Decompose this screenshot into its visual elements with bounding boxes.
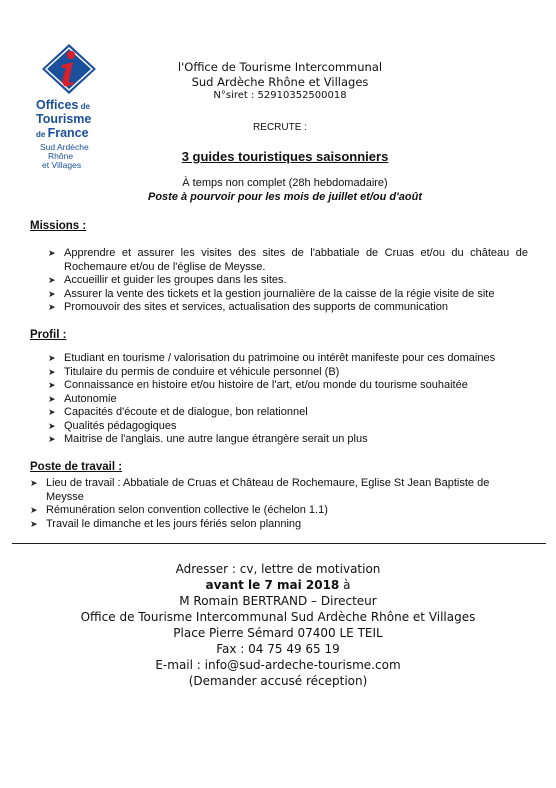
siret-number: N°siret : 52910352500018	[213, 90, 347, 101]
list-item: ➤ Maitrise de l'anglais. une autre langue étrangère serait un plus	[48, 433, 368, 445]
list-item: ➤ Travail le dimanche et les jours fériés selon planning	[30, 517, 302, 530]
deadline: avant le 7 mai 2018 à	[205, 578, 351, 592]
arrow-icon: ➤	[48, 366, 56, 377]
profil-list	[48, 352, 538, 447]
arrow-icon: ➤	[48, 420, 56, 431]
arrow-icon: ➤	[30, 505, 38, 515]
missions-list	[48, 247, 528, 315]
org-name-line2: Sud Ardèche Rhône et Villages	[191, 75, 369, 89]
list-item: ➤ Qualités pédagogiques	[48, 419, 177, 432]
arrow-icon: ➤	[48, 393, 56, 404]
logo-subtitle: Sud Ardèche Rhône et Villages	[40, 142, 89, 170]
arrow-icon: ➤	[48, 288, 56, 299]
contact-fax: Fax : 04 75 49 65 19	[216, 642, 340, 656]
arrow-icon: ➤	[48, 353, 56, 363]
list-item: ➤ Autonomie	[48, 392, 117, 405]
arrow-icon: ➤	[48, 302, 56, 312]
org-name-line1: l'Office de Tourisme Intercommunal	[177, 60, 383, 74]
poste-list	[30, 477, 510, 531]
missions-heading: Missions :	[30, 220, 87, 232]
poste-heading: Poste de travail :	[30, 461, 123, 473]
contact-address: Place Pierre Sémard 07400 LE TEIL	[173, 626, 383, 640]
profil-heading: Profil :	[30, 329, 67, 341]
contact-person: M Romain BERTRAND – Directeur	[179, 594, 377, 608]
arrow-icon: ➤	[48, 407, 56, 417]
arrow-icon: ➤	[30, 478, 38, 488]
apply-instructions: Adresser : cv, lettre de motivation	[175, 562, 381, 576]
contact-email: E-mail : info@sud-ardeche-tourisme.com	[155, 658, 401, 672]
list-item: ➤ Rémunération selon convention collective le (échelon 1.1)	[30, 504, 328, 516]
arrow-icon: ➤	[48, 380, 56, 390]
list-item: ➤ Assurer la vente des tickets et la gestion journalière de la caisse de la régie visite de site	[48, 287, 495, 300]
list-item: ➤ Capacités d'écoute et de dialogue, bon relationnel	[48, 406, 308, 418]
tourism-info-icon	[40, 42, 98, 96]
period: Poste à pourvoir pour les mois de juillet et/ou d'août	[148, 191, 422, 203]
divider	[12, 543, 546, 544]
recrute-label: RECRUTE :	[253, 122, 307, 133]
acknowledgment-note: (Demander accusé réception)	[188, 674, 368, 688]
list-item: ➤ Etudiant en tourisme / valorisation du patrimoine ou intérêt manifeste pour ces domaines	[48, 352, 496, 364]
arrow-icon: ➤	[48, 248, 56, 258]
contract-type: À temps non complet (28h hebdomadaire)	[182, 177, 388, 189]
contact-block	[40, 561, 516, 689]
list-item: ➤ Apprendre et assurer les visites des sites de l'abbatiale de Cruas et/ou du château de Rochemaure et/ou de l'église de Meysse.	[48, 247, 528, 273]
list-item: ➤ Titulaire du permis de conduire et véhicule personnel (B)	[48, 365, 340, 378]
logo	[36, 42, 116, 170]
contact-org: Office de Tourisme Intercommunal Sud Ardèche Rhône et Villages	[80, 610, 476, 624]
logo-text: Offices de Tourisme de France	[36, 98, 92, 140]
list-item: ➤ Promouvoir des sites et services, actualisation des supports de communication	[48, 301, 448, 313]
list-item: ➤ Lieu de travail : Abbatiale de Cruas et Château de Rochemaure, Eglise St Jean Baptiste de Meysse	[30, 477, 490, 503]
arrow-icon: ➤	[48, 434, 56, 444]
list-item: ➤ Connaissance en histoire et/ou histoire de l'art, et/ou monde du tourisme souhaitée	[48, 379, 468, 391]
arrow-icon: ➤	[48, 275, 56, 285]
arrow-icon: ➤	[30, 518, 38, 529]
list-item: ➤ Accueillir et guider les groupes dans les sites.	[48, 274, 287, 286]
job-title: 3 guides touristiques saisonniers	[181, 149, 389, 164]
